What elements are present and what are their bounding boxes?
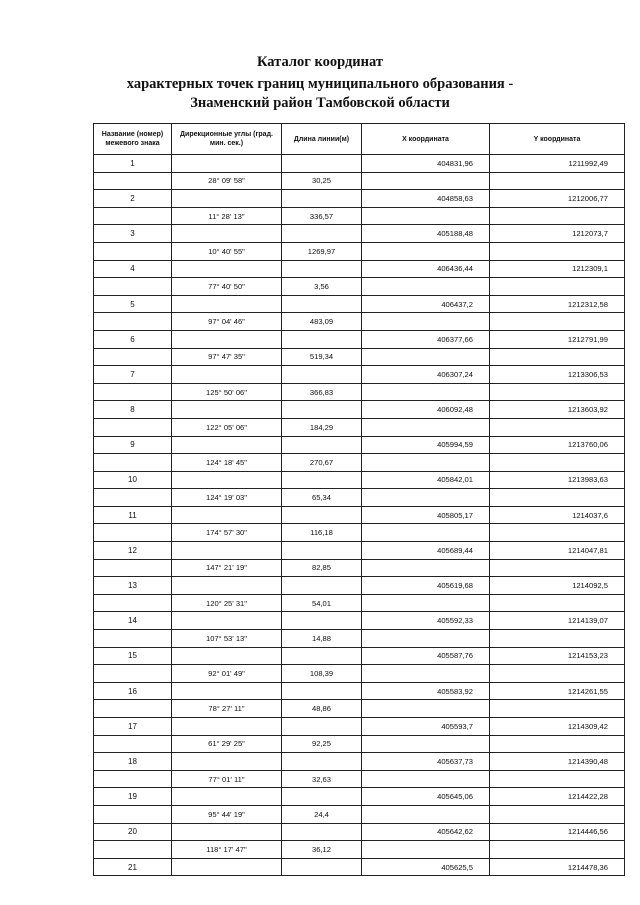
segment-length: 14,88	[282, 630, 362, 648]
point-angle-empty	[172, 823, 282, 841]
segment-x-empty	[362, 489, 490, 507]
segment-length: 82,85	[282, 559, 362, 577]
segment-angle: 10° 40' 55"	[172, 242, 282, 260]
point-y: 1212006,77	[490, 190, 625, 208]
segment-length: 336,57	[282, 207, 362, 225]
point-angle-empty	[172, 647, 282, 665]
point-x: 406437,2	[362, 295, 490, 313]
segment-number-empty	[94, 594, 172, 612]
document-title: Каталог координат	[256, 54, 384, 70]
segment-number-empty	[94, 665, 172, 683]
point-length-empty	[282, 788, 362, 806]
point-length-empty	[282, 682, 362, 700]
segment-length: 30,25	[282, 172, 362, 190]
point-y: 1213760,06	[490, 436, 625, 454]
table-row-segment	[94, 735, 625, 753]
segment-x-empty	[362, 594, 490, 612]
point-x: 405637,73	[362, 753, 490, 771]
point-angle-empty	[172, 366, 282, 384]
segment-length: 108,39	[282, 665, 362, 683]
point-x: 405805,17	[362, 506, 490, 524]
segment-number-empty	[94, 630, 172, 648]
segment-y-empty	[490, 559, 625, 577]
point-y: 1214422,28	[490, 788, 625, 806]
table-row-point	[94, 753, 625, 771]
table-row-point	[94, 155, 625, 173]
header-name: Название (номер) межевого знака	[94, 124, 172, 155]
segment-x-empty	[362, 207, 490, 225]
segment-y-empty	[490, 489, 625, 507]
segment-angle: 11° 28' 13"	[172, 207, 282, 225]
point-y: 1214309,42	[490, 718, 625, 736]
point-x: 405645,06	[362, 788, 490, 806]
table-row-segment	[94, 559, 625, 577]
segment-y-empty	[490, 665, 625, 683]
segment-angle: 77° 01' 11"	[172, 770, 282, 788]
point-angle-empty	[172, 788, 282, 806]
point-number: 1	[94, 155, 172, 173]
point-angle-empty	[172, 225, 282, 243]
point-x: 405625,5	[362, 858, 490, 876]
segment-number-empty	[94, 524, 172, 542]
table-row-point	[94, 295, 625, 313]
point-length-empty	[282, 858, 362, 876]
document-subtitle-line-2: Знаменский район Тамбовской области	[190, 95, 450, 111]
segment-y-empty	[490, 770, 625, 788]
segment-number-empty	[94, 348, 172, 366]
table-row-segment	[94, 770, 625, 788]
point-length-empty	[282, 190, 362, 208]
segment-angle: 107° 53' 13"	[172, 630, 282, 648]
table-row-segment	[94, 418, 625, 436]
point-angle-empty	[172, 577, 282, 595]
point-x: 405188,48	[362, 225, 490, 243]
segment-y-empty	[490, 841, 625, 859]
segment-length: 65,34	[282, 489, 362, 507]
segment-x-empty	[362, 665, 490, 683]
table-row-segment	[94, 313, 625, 331]
point-angle-empty	[172, 436, 282, 454]
point-length-empty	[282, 401, 362, 419]
segment-y-empty	[490, 805, 625, 823]
point-number: 13	[94, 577, 172, 595]
point-y: 1213603,92	[490, 401, 625, 419]
point-number: 2	[94, 190, 172, 208]
header-angles: Дирекционные углы (град. мин. сек.)	[172, 124, 282, 155]
point-x: 405587,76	[362, 647, 490, 665]
segment-y-empty	[490, 735, 625, 753]
segment-y-empty	[490, 172, 625, 190]
segment-angle: 78° 27' 11"	[172, 700, 282, 718]
segment-y-empty	[490, 594, 625, 612]
point-x: 405583,92	[362, 682, 490, 700]
segment-length: 24,4	[282, 805, 362, 823]
point-length-empty	[282, 295, 362, 313]
segment-number-empty	[94, 770, 172, 788]
table-row-segment	[94, 172, 625, 190]
segment-y-empty	[490, 524, 625, 542]
segment-length: 366,83	[282, 383, 362, 401]
segment-length: 519,34	[282, 348, 362, 366]
table-row-point	[94, 858, 625, 876]
segment-number-empty	[94, 313, 172, 331]
segment-length: 36,12	[282, 841, 362, 859]
segment-y-empty	[490, 242, 625, 260]
segment-number-empty	[94, 735, 172, 753]
point-length-empty	[282, 471, 362, 489]
segment-angle: 77° 40' 50"	[172, 278, 282, 296]
table-row-point	[94, 330, 625, 348]
point-angle-empty	[172, 155, 282, 173]
point-number: 14	[94, 612, 172, 630]
segment-y-empty	[490, 207, 625, 225]
table-row-segment	[94, 207, 625, 225]
table-row-segment	[94, 524, 625, 542]
segment-y-empty	[490, 700, 625, 718]
header-x: X координата	[362, 124, 490, 155]
segment-angle: 122° 05' 06"	[172, 418, 282, 436]
segment-angle: 120° 25' 31"	[172, 594, 282, 612]
point-length-empty	[282, 718, 362, 736]
table-row-segment	[94, 242, 625, 260]
table-row-point	[94, 577, 625, 595]
table-body	[94, 155, 625, 876]
segment-x-empty	[362, 383, 490, 401]
point-length-empty	[282, 612, 362, 630]
table-row-point	[94, 401, 625, 419]
point-number: 18	[94, 753, 172, 771]
point-x: 405592,33	[362, 612, 490, 630]
table-row-segment	[94, 665, 625, 683]
point-angle-empty	[172, 295, 282, 313]
point-angle-empty	[172, 401, 282, 419]
point-x: 406092,48	[362, 401, 490, 419]
point-length-empty	[282, 260, 362, 278]
table-row-segment	[94, 630, 625, 648]
point-y: 1212073,7	[490, 225, 625, 243]
table-row-point	[94, 260, 625, 278]
point-y: 1214390,48	[490, 753, 625, 771]
table-row-segment	[94, 594, 625, 612]
segment-number-empty	[94, 454, 172, 472]
point-number: 11	[94, 506, 172, 524]
table-row-segment	[94, 348, 625, 366]
point-y: 1214047,81	[490, 542, 625, 560]
segment-number-empty	[94, 172, 172, 190]
segment-number-empty	[94, 805, 172, 823]
segment-length: 483,09	[282, 313, 362, 331]
segment-number-empty	[94, 559, 172, 577]
segment-angle: 97° 04' 46"	[172, 313, 282, 331]
point-length-empty	[282, 225, 362, 243]
table-row-segment	[94, 489, 625, 507]
point-y: 1214446,56	[490, 823, 625, 841]
point-number: 6	[94, 330, 172, 348]
segment-x-empty	[362, 700, 490, 718]
table-row-point	[94, 506, 625, 524]
segment-length: 54,01	[282, 594, 362, 612]
point-angle-empty	[172, 471, 282, 489]
segment-angle: 147° 21' 19"	[172, 559, 282, 577]
table-row-segment	[94, 454, 625, 472]
segment-y-empty	[490, 454, 625, 472]
table-row-point	[94, 542, 625, 560]
table-row-point	[94, 471, 625, 489]
segment-length: 32,63	[282, 770, 362, 788]
point-y: 1211992,49	[490, 155, 625, 173]
segment-number-empty	[94, 489, 172, 507]
segment-x-empty	[362, 770, 490, 788]
segment-angle: 124° 18' 45"	[172, 454, 282, 472]
segment-x-empty	[362, 348, 490, 366]
point-angle-empty	[172, 858, 282, 876]
point-y: 1212312,58	[490, 295, 625, 313]
point-x: 405994,59	[362, 436, 490, 454]
segment-x-empty	[362, 559, 490, 577]
segment-number-empty	[94, 207, 172, 225]
point-number: 5	[94, 295, 172, 313]
point-number: 16	[94, 682, 172, 700]
segment-length: 92,25	[282, 735, 362, 753]
segment-number-empty	[94, 700, 172, 718]
point-y: 1214261,55	[490, 682, 625, 700]
point-x: 405593,7	[362, 718, 490, 736]
point-y: 1213306,53	[490, 366, 625, 384]
point-angle-empty	[172, 753, 282, 771]
segment-x-empty	[362, 242, 490, 260]
point-number: 20	[94, 823, 172, 841]
point-x: 405842,01	[362, 471, 490, 489]
point-length-empty	[282, 506, 362, 524]
segment-x-empty	[362, 418, 490, 436]
point-number: 3	[94, 225, 172, 243]
point-y: 1212309,1	[490, 260, 625, 278]
point-number: 7	[94, 366, 172, 384]
point-length-empty	[282, 823, 362, 841]
segment-length: 1269,97	[282, 242, 362, 260]
point-number: 12	[94, 542, 172, 560]
point-x: 405642,62	[362, 823, 490, 841]
table-header-row	[94, 124, 625, 155]
segment-y-empty	[490, 418, 625, 436]
segment-x-empty	[362, 454, 490, 472]
segment-y-empty	[490, 630, 625, 648]
point-number: 10	[94, 471, 172, 489]
segment-length: 3,56	[282, 278, 362, 296]
table-row-segment	[94, 700, 625, 718]
header-length: Длина линии(м)	[282, 124, 362, 155]
table-row-point	[94, 682, 625, 700]
segment-x-empty	[362, 313, 490, 331]
segment-length: 116,18	[282, 524, 362, 542]
segment-x-empty	[362, 278, 490, 296]
point-angle-empty	[172, 542, 282, 560]
point-x: 406377,66	[362, 330, 490, 348]
segment-y-empty	[490, 313, 625, 331]
header-y: Y координата	[490, 124, 625, 155]
point-length-empty	[282, 436, 362, 454]
point-length-empty	[282, 577, 362, 595]
table-row-point	[94, 225, 625, 243]
point-number: 17	[94, 718, 172, 736]
segment-angle: 28° 09' 58"	[172, 172, 282, 190]
table-row-point	[94, 823, 625, 841]
segment-x-empty	[362, 172, 490, 190]
point-length-empty	[282, 647, 362, 665]
segment-angle: 97° 47' 35"	[172, 348, 282, 366]
point-number: 21	[94, 858, 172, 876]
point-length-empty	[282, 542, 362, 560]
point-angle-empty	[172, 506, 282, 524]
point-number: 9	[94, 436, 172, 454]
segment-length: 48,86	[282, 700, 362, 718]
point-angle-empty	[172, 260, 282, 278]
table-row-segment	[94, 383, 625, 401]
segment-angle: 174° 57' 30"	[172, 524, 282, 542]
segment-number-empty	[94, 841, 172, 859]
segment-angle: 118° 17' 47"	[172, 841, 282, 859]
point-y: 1214478,36	[490, 858, 625, 876]
segment-number-empty	[94, 242, 172, 260]
table-row-point	[94, 647, 625, 665]
segment-y-empty	[490, 278, 625, 296]
point-x: 406436,44	[362, 260, 490, 278]
point-y: 1212791,99	[490, 330, 625, 348]
table-row-point	[94, 718, 625, 736]
point-number: 8	[94, 401, 172, 419]
segment-number-empty	[94, 278, 172, 296]
segment-x-empty	[362, 524, 490, 542]
table-row-point	[94, 612, 625, 630]
point-number: 19	[94, 788, 172, 806]
table-row-point	[94, 366, 625, 384]
point-number: 4	[94, 260, 172, 278]
point-y: 1214153,23	[490, 647, 625, 665]
point-angle-empty	[172, 190, 282, 208]
point-length-empty	[282, 155, 362, 173]
segment-x-empty	[362, 735, 490, 753]
segment-angle: 95° 44' 19"	[172, 805, 282, 823]
table-row-segment	[94, 805, 625, 823]
segment-y-empty	[490, 383, 625, 401]
segment-length: 184,29	[282, 418, 362, 436]
segment-y-empty	[490, 348, 625, 366]
segment-angle: 92° 01' 49"	[172, 665, 282, 683]
point-angle-empty	[172, 330, 282, 348]
table-row-segment	[94, 841, 625, 859]
document-subtitle-line-1: характерных точек границ муниципального образования -	[126, 76, 514, 92]
point-x: 404831,96	[362, 155, 490, 173]
point-x: 405689,44	[362, 542, 490, 560]
coordinates-table	[93, 123, 625, 876]
table-row-point	[94, 436, 625, 454]
point-y: 1214037,6	[490, 506, 625, 524]
point-angle-empty	[172, 682, 282, 700]
table-row-point	[94, 788, 625, 806]
segment-length: 270,67	[282, 454, 362, 472]
table-row-point	[94, 190, 625, 208]
point-length-empty	[282, 330, 362, 348]
segment-x-empty	[362, 630, 490, 648]
segment-x-empty	[362, 805, 490, 823]
table-row-segment	[94, 278, 625, 296]
point-x: 404858,63	[362, 190, 490, 208]
point-number: 15	[94, 647, 172, 665]
segment-number-empty	[94, 418, 172, 436]
point-y: 1214139,07	[490, 612, 625, 630]
segment-x-empty	[362, 841, 490, 859]
point-x: 406307,24	[362, 366, 490, 384]
point-y: 1213983,63	[490, 471, 625, 489]
point-angle-empty	[172, 718, 282, 736]
point-x: 405619,68	[362, 577, 490, 595]
point-y: 1214092,5	[490, 577, 625, 595]
point-length-empty	[282, 366, 362, 384]
segment-number-empty	[94, 383, 172, 401]
segment-angle: 61° 29' 25"	[172, 735, 282, 753]
point-angle-empty	[172, 612, 282, 630]
segment-angle: 125° 50' 06"	[172, 383, 282, 401]
point-length-empty	[282, 753, 362, 771]
segment-angle: 124° 19' 03"	[172, 489, 282, 507]
